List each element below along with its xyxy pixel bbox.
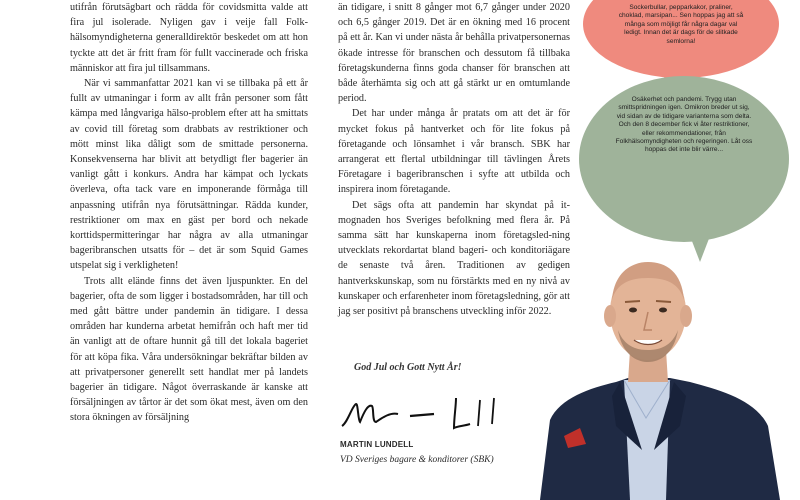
speech-bubble-middle [579, 76, 789, 242]
paragraph: än tidigare, i snitt 8 gånger mot 6,7 gånger under 2020 och 6,5 gånger 2019. Det är en ökning med 16 procent på ett år. Kan vi under nästa år behålla privatpersonernas ökade intresse för branschen och dessutom få tillbaka företagskunderna finns goda chanser för branschen att både återhämta sig och att gå stärkt ur en omtumlande period. [338, 2, 570, 105]
bubble-text: Osäkerhet och pandemi. Trygg utan smittspridningen igen. Omikron breder ut sig, vid sidan av de tidigare varianterna som delta. Och den 8 december fick vi åter restriktioner, eller rekommendationer, från Folkhälsomyndigheten och regeringen. Låt oss hoppas det inte blir värre... [615, 96, 753, 154]
speech-bubble-top [583, 0, 779, 78]
signature-name: MARTIN LUNDELL [340, 440, 414, 449]
paragraph: utifrån förutsägbart och rädda för covidsmitta valde att fira jul isolerade. Nyligen gav i veije fall Folk-hälsomyndigheterna generalldirektör beskedet om att hon tyckte att det är fritt fram för fullt vaccinerade och friska människor att fira jul tillsammans. [70, 2, 308, 74]
paragraph: Trots allt elände finns det även ljuspunkter. En del bagerier, ofta de som ligger i bostadsområden, har till och med gått bättre under pandemin än tidigare. I dessa områden har kunderna arbetat hemifrån och haft mer tid än vanligt att de oftare hunnit gå till det lokala bageriet för att köpa fika. Våra undersökningar bekräftar bilden av att privatpersoner generellt sett handlat mer på landets bagerier än tidigare. Något överraskande är kanske att försäljningen av tårtor är det som ökat mest, även om den stora ökningen av försäljning [70, 275, 308, 424]
paragraph: När vi sammanfattar 2021 kan vi se tillbaka på ett år fullt av utmaningar i form av allt från personer som fått kämpa med långvariga hälso-problem efter att ha smittats av covid till företag som drabbats av restriktioner och mött minst lika dåligt som de smittade personerna. Konsekvenserna har blivit att betydligt fler bagerier än vanligt gått i konkurs. Andra har kämpat och lyckats överleva, ofta tack vare en imponerande förmåga till anpassning utifrån nya förutsättningar. Rädda kunder, restriktioner om max en gäst per bord och nekade korttidspermitteringar har några av alla utmaningar bageribranschen utsatts för – det är som Squid Games utspelat sig i verkligheten! [70, 78, 308, 272]
signature-title: VD Sveriges bagare & konditorer (SBK) [340, 455, 494, 465]
closing-greeting: God Jul och Gott Nytt År! [354, 362, 462, 373]
paragraph: Det sägs ofta att pandemin har skyndat på it-mognaden hos Sveriges befolkning med flera år. På samma sätt har kunskaperna inom företagsled-ning utvecklats rekordartat bland bageri- och konditoriägare de senaste två åren. Traditionen av gedigen hantverkskunskap, som nu förstärkts med en ny nivå av kunskaper och erfarenheter inom företagsledning, gör att jag ser positivt på branschens utveckling inför 2022. [338, 199, 570, 318]
article-column-left [70, 0, 308, 426]
paragraph: Det har under många år pratats om att det är för mycket fokus på hantverket och för lite fokus på företagande och lönsamhet i vår bransch. SBK har arrangerat ett flertal utbildningar till tävlingen Årets Företagare i bageribranschen i syfte att utbilda och inspirera inom företagande. [338, 108, 570, 196]
bubble-text: Sockerbullar, pepparkakor, praliner, choklad, marsipan... Sen hoppas jag att så många som möjligt får några dagar val ledigt. Innan det är dags för de slitkade semlorna! [618, 4, 744, 45]
person-portrait-icon [520, 250, 800, 500]
handwritten-signature-icon [338, 392, 518, 434]
